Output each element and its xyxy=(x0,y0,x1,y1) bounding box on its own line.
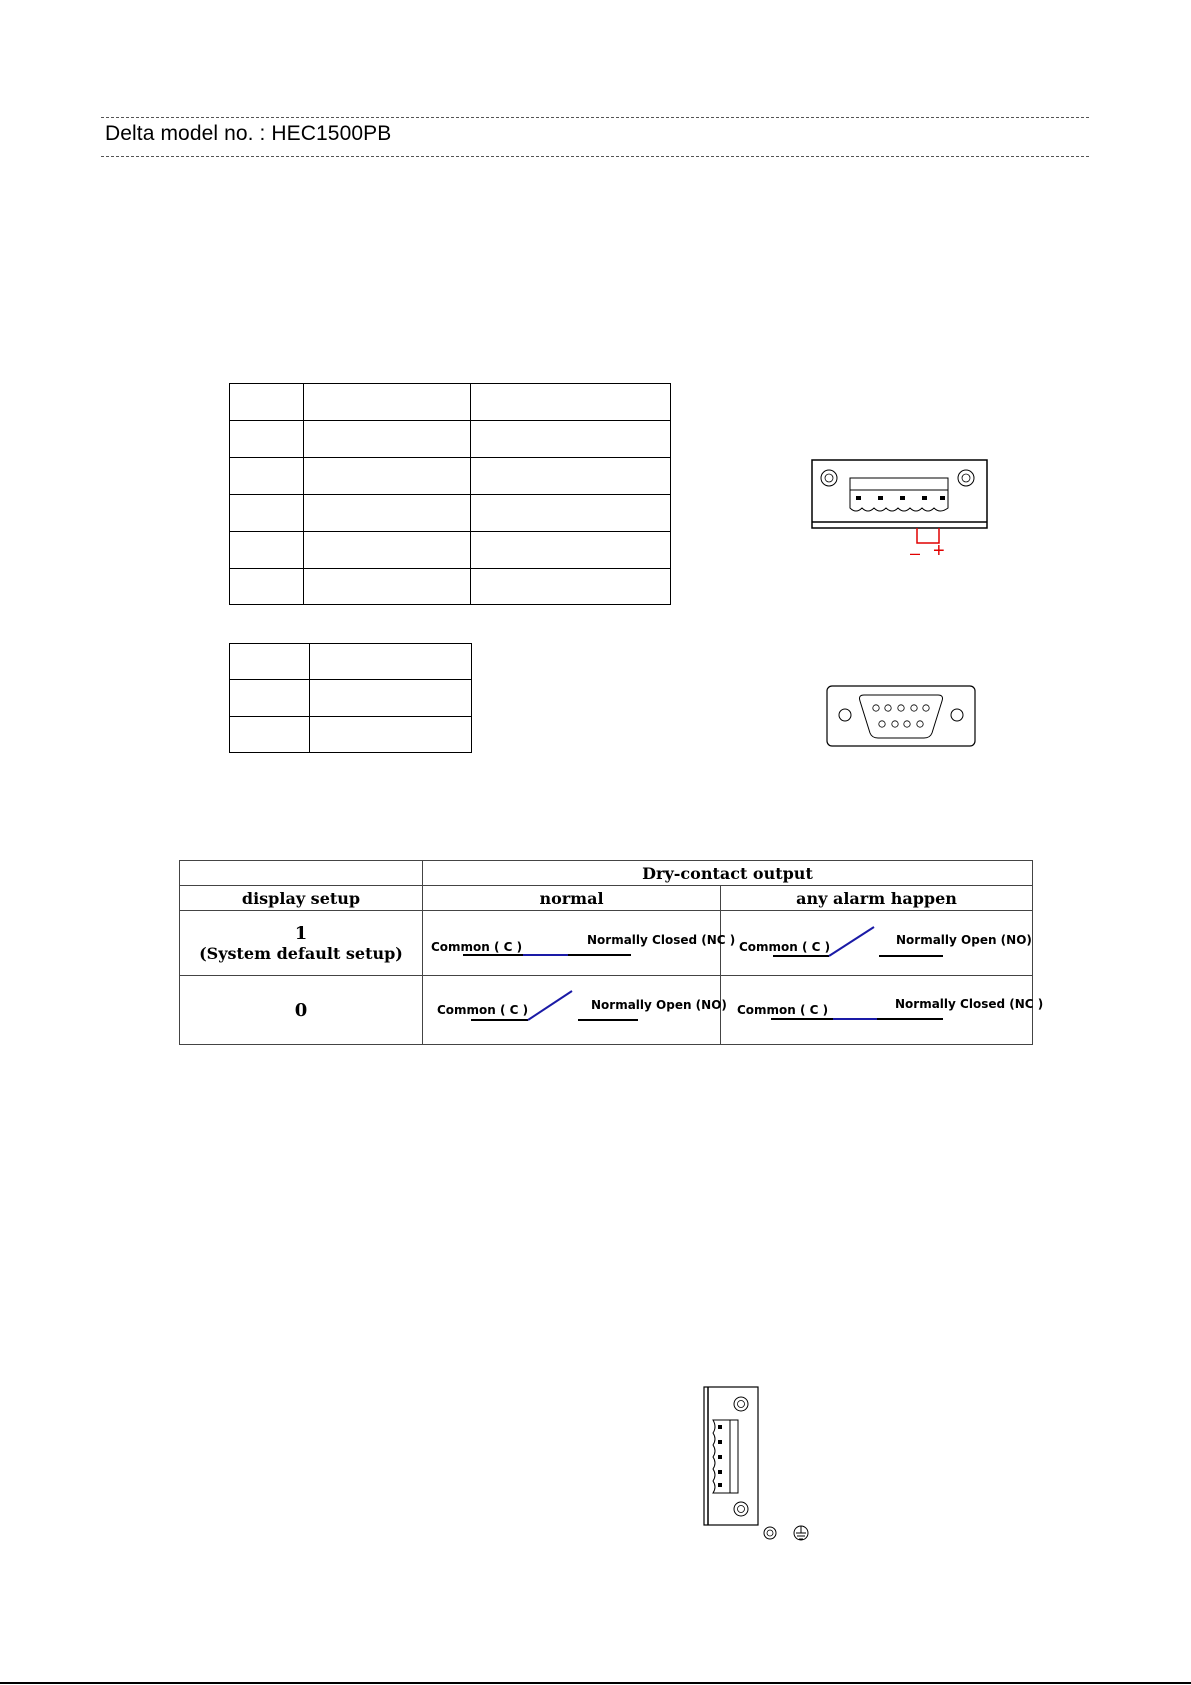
table-row xyxy=(230,384,671,421)
no-label: Normally Open (NO) xyxy=(896,933,1032,947)
table-row xyxy=(180,911,1033,976)
table-row xyxy=(230,458,671,495)
common-label: Common ( C ) xyxy=(437,1003,529,1017)
common-label: Common ( C ) xyxy=(739,940,831,954)
page-bottom-border xyxy=(0,1682,1191,1684)
setup-note: (System default setup) xyxy=(199,944,403,963)
plus-label: + xyxy=(933,540,945,562)
contact-diagram xyxy=(423,911,736,975)
col-normal: normal xyxy=(423,886,721,911)
contact-diagram xyxy=(721,911,1032,975)
setup-value: 1 xyxy=(294,923,308,944)
contact-diagram xyxy=(423,976,727,1044)
terminal-block-connector xyxy=(810,458,990,568)
serial-pin-table xyxy=(229,643,472,753)
model-number-text: Delta model no. : HEC1500PB xyxy=(105,122,392,145)
contact-diagram xyxy=(721,976,1044,1044)
table-row xyxy=(230,421,671,458)
col-display-setup: display setup xyxy=(180,886,423,911)
table-row xyxy=(230,644,472,680)
table-row xyxy=(230,495,671,532)
model-header xyxy=(101,117,1089,157)
table-row xyxy=(230,532,671,569)
dry-contact-table xyxy=(179,860,1044,1045)
terminal-pin-table xyxy=(229,383,671,605)
setup-value: 0 xyxy=(294,999,308,1021)
minus-label: – xyxy=(910,543,921,563)
table-row xyxy=(230,717,472,753)
nc-label: Normally Closed (NC ) xyxy=(895,997,1044,1011)
nc-label: Normally Closed (NC ) xyxy=(587,933,736,947)
dry-contact-title: Dry-contact output xyxy=(423,861,1033,886)
common-label: Common ( C ) xyxy=(737,1003,829,1017)
table-row xyxy=(180,976,1033,1045)
col-alarm: any alarm happen xyxy=(721,886,1033,911)
db9-connector xyxy=(826,685,978,749)
table-row xyxy=(230,680,472,717)
table-row xyxy=(180,886,1033,911)
common-label: Common ( C ) xyxy=(431,940,523,954)
no-label: Normally Open (NO) xyxy=(591,998,727,1012)
table-row xyxy=(180,861,1033,886)
vertical-terminal-connector xyxy=(700,1385,820,1545)
table-row xyxy=(230,569,671,605)
